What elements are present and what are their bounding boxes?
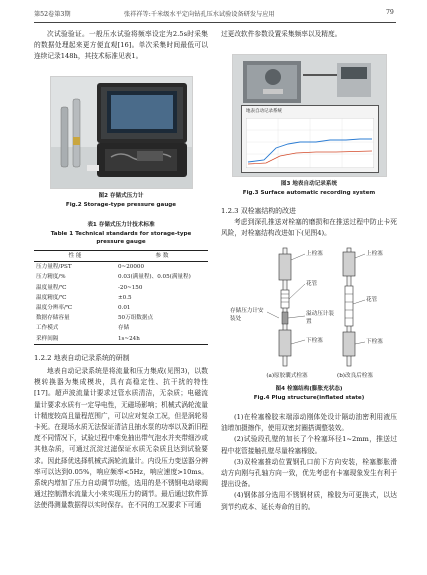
table-cell: 压力量程/PST: [36, 264, 72, 271]
figure3-photo: [232, 54, 387, 177]
table-header-cell: 性 能: [34, 251, 116, 262]
table-header-row: [34, 251, 208, 262]
label-flower-pipe-b: 花管: [366, 297, 378, 303]
intro-text: 次试验验证。一般压水试验将频率设定为2.5s时采集的数据处理起来更方便直观[16]。单次采集时间最低可以连续记录148h，其技术标准见表1。: [34, 30, 208, 61]
table-row: [34, 334, 208, 345]
table-cell: 0~20000: [118, 264, 145, 271]
table1-title-cn-text: 表1 存储式压力计技术标准: [87, 222, 155, 228]
label-lower-packer-b: 下栓塞: [366, 339, 383, 345]
table1-title-en-line2: pressure gauge: [96, 239, 146, 245]
subcaption-a: (a)原胶囊式栓塞: [266, 373, 308, 379]
section-1-2-3-heading: 1.2.3 双栓塞结构的改进: [221, 207, 296, 215]
section-1-2-3-paragraph: 考虑到深孔推送对栓塞的磨损和在推送过程中防止卡死风险，对栓塞结构改进如下(见图4)。: [221, 218, 397, 238]
label-upper-packer-a: 上栓塞: [306, 251, 323, 257]
software-window: [241, 105, 379, 173]
figure4-caption-cn: [221, 385, 397, 393]
table-cell: 温度精度/℃: [36, 294, 67, 301]
label-lower-packer-a: 下栓塞: [306, 338, 323, 344]
section-1-2-2-heading: 1.2.2 地表自动记录系统的研制: [34, 354, 130, 362]
improvement-list: [221, 412, 397, 567]
list-item: (2)试验段孔壁的加长了个栓塞环径1~2mm，推送过程中花管接触孔壁尽量栓塞橡胶。: [221, 435, 397, 455]
table-row: [34, 283, 208, 293]
table-cell: 0.01: [118, 305, 131, 312]
table-row: [34, 303, 208, 313]
list-item: (1)在栓塞橡胶末端添动刚体处设计隔动油密利用液压油增加摄擦作，使用双密封圈搭调整装效。: [221, 413, 397, 433]
figure3-caption-cn-text: 图3 地表自动记录系统: [280, 181, 338, 187]
label-flower-pipe-a: 花管: [306, 281, 318, 287]
figure3-caption-en-text: Fig.3 Surface automatic recording system: [242, 190, 376, 196]
packer-b: [343, 248, 365, 366]
figure4-caption-cn-text: 图4 栓塞结构(膨胀充状态): [275, 386, 343, 392]
running-title: 张祥祥等:千米级水平定向钻孔压水试验设备研发与应用: [124, 11, 275, 18]
section-1-2-3-body: [221, 217, 397, 239]
table-row: [34, 313, 208, 323]
table-row: [34, 293, 208, 303]
table-cell: 压力精度/%: [36, 274, 66, 281]
table-cell: 0.03(满量程)、0.05(满量程): [118, 274, 191, 281]
table-row: [34, 262, 208, 273]
header-rule: [34, 22, 396, 23]
label-overflow-gauge: 溢动压计装置: [306, 311, 334, 325]
section-1-2-2-body: [34, 366, 208, 566]
label-storage-gauge: 存储压力计安装处: [230, 308, 264, 322]
figure3-caption-en: [221, 189, 397, 197]
figure4-caption-en: [221, 394, 397, 402]
journal-volume: 第52卷第3期: [34, 11, 71, 18]
table-cell: 工作模式: [36, 325, 59, 332]
figure2-photo: [50, 76, 193, 189]
figure3-caption-cn: [221, 180, 397, 188]
table-cell: 采样间隔: [34, 334, 116, 345]
table-cell: ±0.5: [118, 294, 132, 301]
table-cell: 温度分辨率/℃: [36, 305, 73, 312]
table-cell: 数据存储容量: [36, 315, 70, 322]
subcaption-b: (b)改良后栓塞: [337, 373, 373, 379]
list-item: (4)钢体部分选用不锈钢材质，橡胶为可更换式，以达到节约成本、延长寿命的目的。: [221, 491, 397, 511]
list-item: (3)双栓塞推动位置钢孔口前下方向安装，栓塞膨胀滑动方向刚与孔轴方向一致，优先考虑有卡塞现象发生有利于提出设备。: [221, 457, 397, 489]
table-header-cell: 参 数: [116, 251, 208, 262]
right-intro-paragraph: [221, 29, 397, 40]
packer-a: [267, 248, 305, 366]
figure2-caption-en-text: Fig.2 Storage-type pressure gauge: [65, 202, 177, 208]
table-cell: 存储: [118, 325, 130, 332]
table-cell: 1s~24h: [116, 334, 208, 345]
figure2-caption-cn: [34, 192, 208, 200]
table-row: [34, 272, 208, 282]
table-cell: 温度量程/℃: [36, 284, 67, 291]
table-cell: 50万组数据点: [118, 315, 154, 322]
right-intro-text: 过更改软件参数设置采集频率以及精度。: [221, 30, 342, 38]
table1-title-en-line1: Table 1 Technical standards for storage-type: [50, 231, 192, 237]
pressure-plot: [246, 118, 374, 168]
table1-title-cn: [34, 221, 208, 229]
page-number: 79: [386, 9, 394, 16]
figure2-caption-en: [34, 201, 208, 209]
section-1-2-2-paragraph: 地表自动记录系统是将流量和压力集成(见图3)，以数模转换器为集成模块，具有高稳定性、抗干扰的特性[17]。超声波流量计要求过管水质清洁，无杂质；电磁流量计要求水质有一定导电性，无磁场影响；机械式涡轮流量计精度较高且量程范围广，可以应对复杂工况，但是涡轮易卡死。在现场水质无法保证清洁且抽水泵的功率以及新旧程度不同情况下，试验过程中难免抽出带气泡水并夹带细沙或其他杂质，可通过沉淀过滤保证水质无杂质且达到试验要求。因此择优选择机械式涡轮流量计。内设压力变送器分辨率可以达到0.05%，响应频率<5Hz，响应速度>10ms。系统内增加了压力自动调节功能，选用的是不锈钢电动球阀通过控制潜水流量大小来实现压力的调节。最后通过软件算法使得测量数据得以实时保存。在不同的工况要求下可通: [34, 367, 208, 510]
intro-paragraph: [34, 29, 208, 63]
table1-title-en: [34, 230, 208, 246]
figure4-caption-en-text: Fig.4 Plug structure(inflated state): [253, 395, 365, 401]
software-title: 地表自动记录系统: [246, 109, 282, 114]
spec-table: [34, 250, 208, 345]
pressure-gauge-illustration: [51, 77, 192, 188]
table-row: [34, 323, 208, 333]
figure2-caption-cn-text: 图2 存储式压力计: [98, 193, 144, 199]
label-upper-packer-b: 上栓塞: [366, 251, 383, 257]
table-cell: -20~150: [118, 284, 143, 291]
